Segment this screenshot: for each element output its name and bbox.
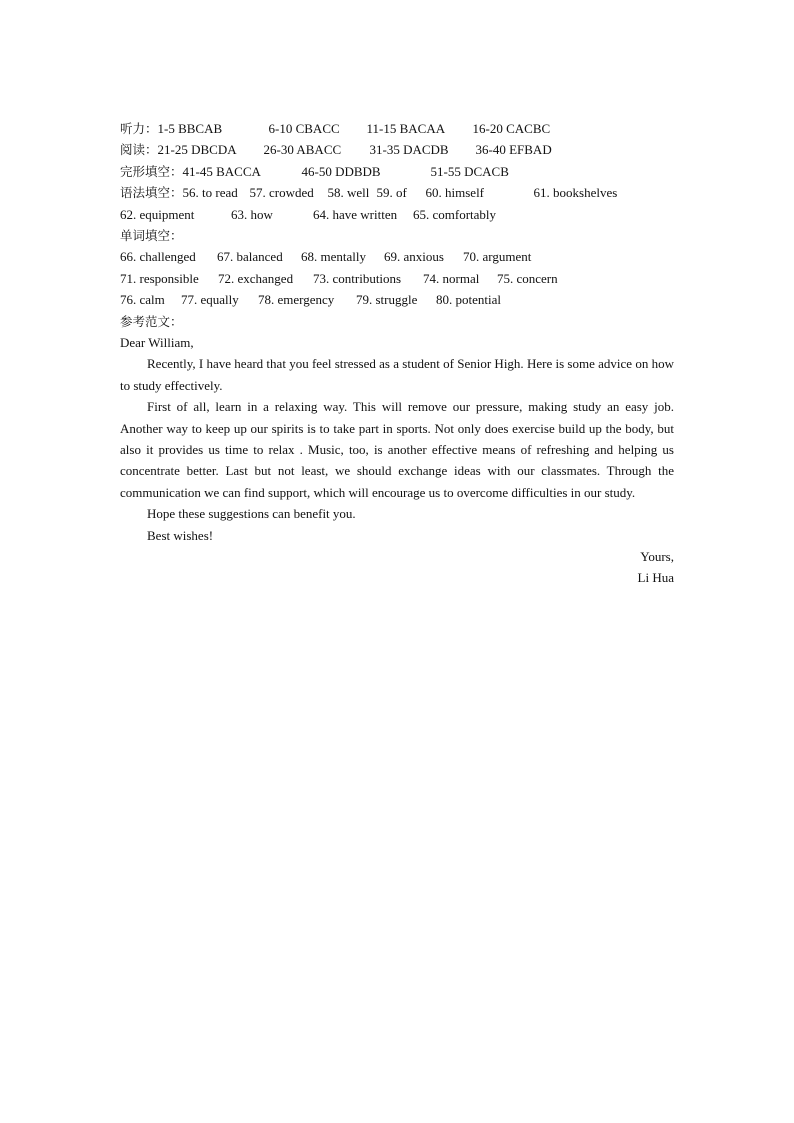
- answer-item: 67. balanced: [217, 249, 283, 265]
- essay-paragraph-1: Recently, I have heard that you feel stressed as a student of Senior High. Here is some advice on how to study effectively.: [120, 356, 674, 393]
- essay-paragraph-2: First of all, learn in a relaxing way. This will remove our pressure, making study an easy job. Another way to keep up our spirits is to take part in sports. Not only does exercise build up the body, but also it provides us time to relax . Music, too, is another effective means of refreshing and helping us concentrate better. Last but not least, we should exchange ideas with our classmates. Through the communication we can find support, which will encourage us to overcome difficulties in our study.: [120, 399, 674, 500]
- reading-answers: [120, 139, 674, 160]
- answer-item: 70. argument: [463, 249, 532, 265]
- answer-group: 1-5 BBCAB: [157, 121, 223, 136]
- vocabulary-heading: [120, 225, 674, 246]
- grammar-answers-line-1: [120, 182, 674, 203]
- answer-item: 65. comfortably: [413, 206, 497, 222]
- answer-item: 63. how: [231, 206, 273, 222]
- answer-item: 62. equipment: [120, 206, 195, 222]
- answer-item: 56. to read: [182, 185, 238, 201]
- listening-label: 听力：: [120, 121, 158, 136]
- answer-item: 61. bookshelves: [533, 185, 618, 201]
- answer-group: 31-35 DACDB: [369, 142, 449, 158]
- essay-heading: [120, 311, 674, 332]
- essay-label: 参考范文：: [120, 313, 183, 329]
- answer-group: 11-15 BACAA: [366, 121, 446, 136]
- essay-signature: Li Hua: [637, 570, 674, 586]
- answer-item: 79. struggle: [356, 292, 418, 308]
- answer-item: 68. mentally: [301, 249, 366, 265]
- answer-item: 78. emergency: [258, 292, 335, 308]
- essay-signoff: Yours,: [640, 548, 674, 564]
- reading-label: 阅读：: [120, 142, 158, 158]
- answer-item: 76. calm: [120, 292, 165, 308]
- answer-group: 41-45 BACCA: [182, 163, 261, 179]
- answer-item: 72. exchanged: [218, 270, 294, 286]
- vocabulary-answers-line-3: [120, 289, 674, 310]
- answer-item: 57. crowded: [249, 185, 314, 201]
- vocabulary-label: 单词填空：: [120, 227, 183, 243]
- vocabulary-answers-line-1: [120, 246, 674, 267]
- answer-item: 58. well: [327, 185, 370, 201]
- vocabulary-answers-line-2: [120, 268, 674, 289]
- answer-group: 16-20 CACBC: [472, 121, 551, 136]
- answer-group: 51-55 DCACB: [430, 163, 509, 179]
- answer-group: 46-50 DDBDB: [301, 163, 381, 179]
- answer-group: 21-25 DBCDA: [157, 142, 237, 158]
- cloze-answers: [120, 161, 674, 182]
- answer-item: 64. have written: [313, 206, 398, 222]
- answer-item: 75. concern: [497, 270, 558, 286]
- essay-paragraph-3: Hope these suggestions can benefit you.: [147, 506, 356, 522]
- grammar-label: 语法填空：: [120, 185, 183, 201]
- essay-salutation: Dear William,: [120, 334, 194, 350]
- answer-item: 74. normal: [423, 270, 480, 286]
- answer-group: 36-40 EFBAD: [475, 142, 552, 158]
- answer-item: 69. anxious: [384, 249, 444, 265]
- answer-item: 80. potential: [436, 292, 501, 308]
- grammar-answers-line-2: [120, 204, 674, 225]
- cloze-label: 完形填空：: [120, 163, 183, 179]
- listening-answers: [120, 118, 674, 139]
- answer-item: 71. responsible: [120, 270, 199, 286]
- answer-item: 73. contributions: [313, 270, 402, 286]
- answer-group: 26-30 ABACC: [263, 142, 342, 158]
- answer-group: 6-10 CBACC: [268, 121, 340, 136]
- answer-item: 60. himself: [425, 185, 485, 201]
- answer-item: 59. of: [376, 185, 407, 201]
- answer-item: 66. challenged: [120, 249, 196, 265]
- essay-closing: Best wishes!: [147, 527, 214, 543]
- answer-sheet: [120, 118, 674, 589]
- answer-item: 77. equally: [181, 292, 239, 308]
